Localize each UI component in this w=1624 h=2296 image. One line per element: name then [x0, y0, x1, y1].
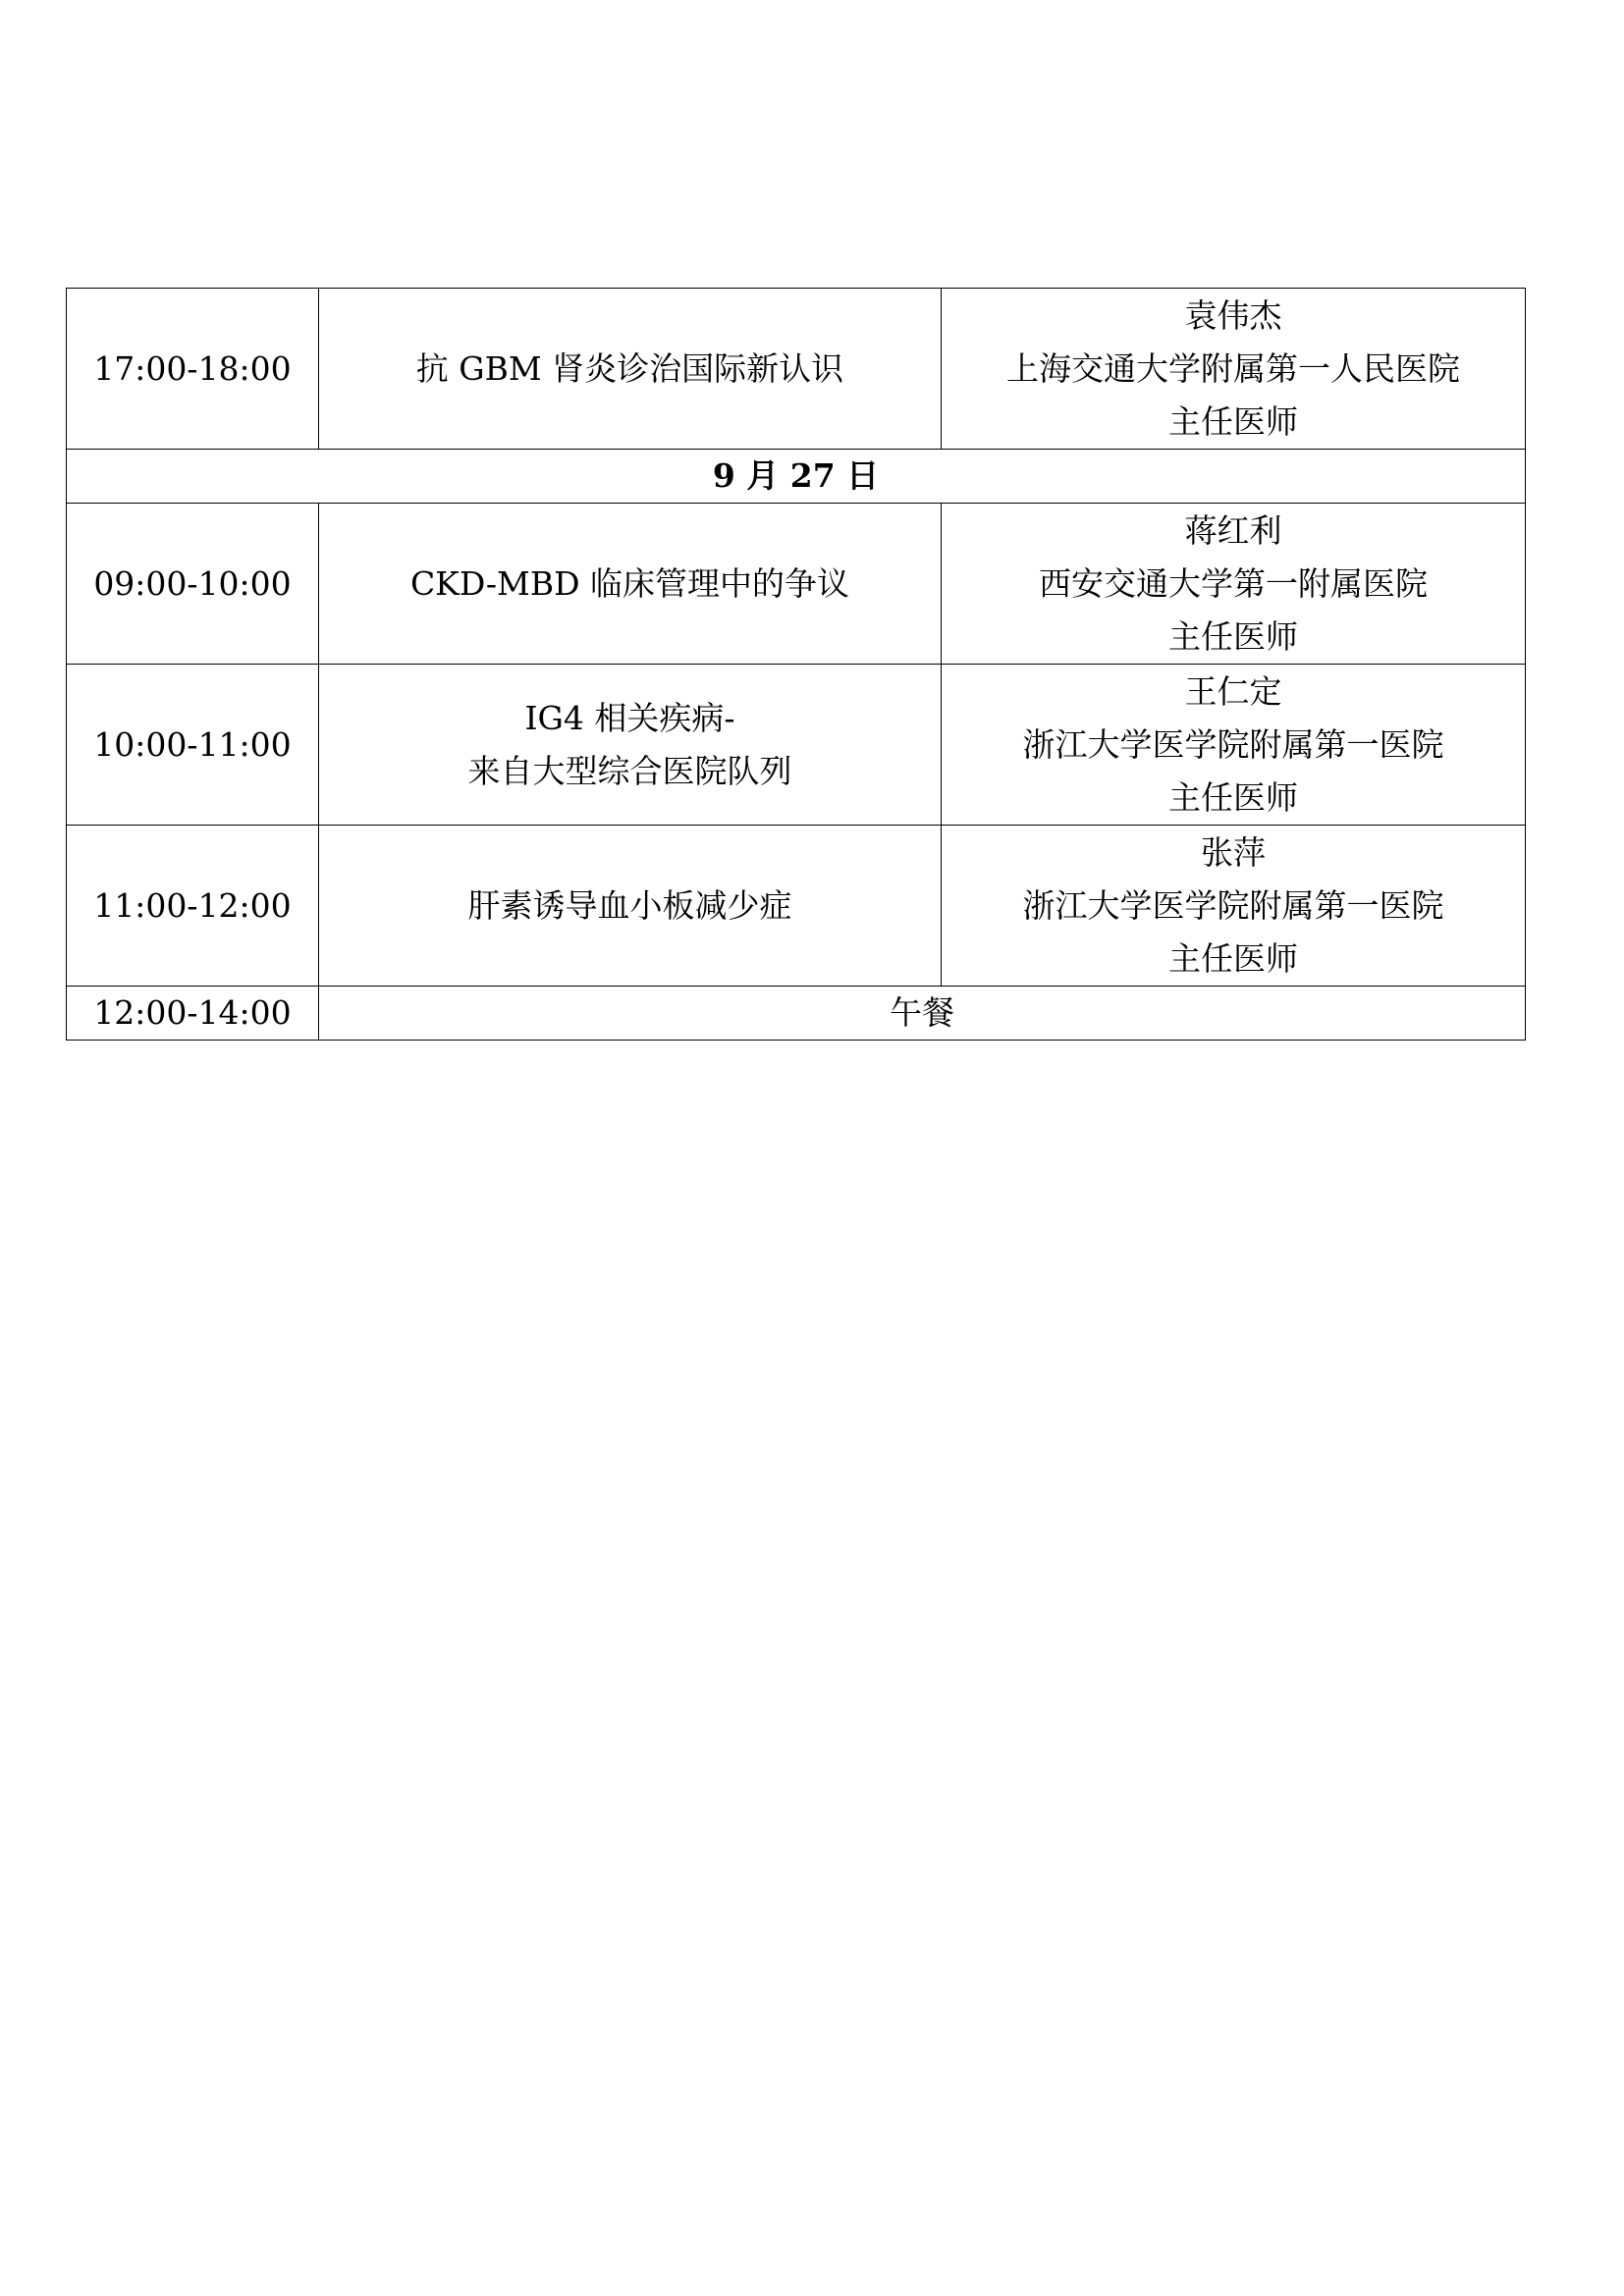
topic-cell [319, 826, 942, 987]
speaker-title: 主任医师 [1168, 616, 1298, 656]
meal-cell: 午餐 [319, 987, 1526, 1041]
speaker-cell [942, 665, 1526, 826]
topic-cell [319, 665, 942, 826]
table-row [67, 504, 1526, 665]
speaker-title: 主任医师 [1168, 777, 1298, 817]
speaker-name: 蒋红利 [1184, 510, 1282, 550]
topic-line: 抗 GBM 肾炎诊治国际新认识 [415, 348, 844, 388]
topic-line: IG4 相关疾病- [524, 698, 735, 737]
speaker-cell [942, 826, 1526, 987]
table-row [67, 665, 1526, 826]
speaker-name: 张萍 [1201, 832, 1266, 872]
speaker-hospital: 浙江大学医学院附属第一医院 [1022, 724, 1444, 764]
time-cell: 11:00-12:00 [67, 826, 319, 987]
speaker-hospital: 西安交通大学第一附属医院 [1039, 563, 1428, 603]
topic-line: CKD-MBD 临床管理中的争议 [409, 563, 850, 603]
speaker-hospital: 上海交通大学附属第一人民医院 [1006, 348, 1460, 388]
time-cell: 10:00-11:00 [67, 665, 319, 826]
speaker-hospital: 浙江大学医学院附属第一医院 [1022, 885, 1444, 925]
table-row [67, 826, 1526, 987]
meal-row [67, 987, 1526, 1041]
speaker-title: 主任医师 [1168, 938, 1298, 978]
schedule-table [66, 288, 1526, 1041]
date-row [67, 450, 1526, 504]
time-cell: 12:00-14:00 [67, 987, 319, 1041]
time-cell: 09:00-10:00 [67, 504, 319, 665]
table-row [67, 289, 1526, 450]
speaker-name: 王仁定 [1184, 671, 1282, 711]
speaker-title: 主任医师 [1168, 401, 1298, 441]
speaker-cell [942, 289, 1526, 450]
topic-cell [319, 504, 942, 665]
date-heading: 9 月 27 日 [67, 450, 1526, 504]
speaker-cell [942, 504, 1526, 665]
speaker-name: 袁伟杰 [1184, 295, 1282, 335]
topic-line: 肝素诱导血小板减少症 [467, 885, 792, 925]
topic-line: 来自大型综合医院队列 [467, 751, 792, 790]
topic-cell [319, 289, 942, 450]
time-cell: 17:00-18:00 [67, 289, 319, 450]
